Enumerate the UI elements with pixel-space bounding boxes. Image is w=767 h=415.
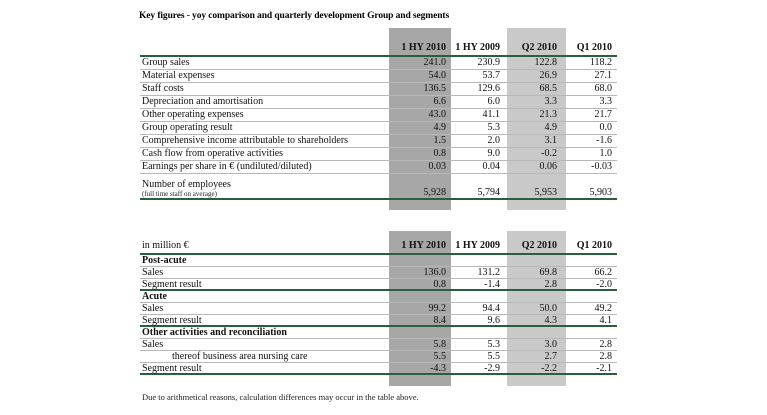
column-header: Q1 2010 — [576, 240, 612, 251]
cell-value: 68.0 — [594, 83, 612, 94]
cell-value: 3.3 — [599, 96, 612, 107]
table-row — [140, 279, 617, 291]
section-row-acute — [140, 291, 617, 303]
cell-value: 2.0 — [487, 135, 500, 146]
cell-value: 0.0 — [599, 122, 612, 133]
cell-value: 9.0 — [487, 148, 500, 159]
cell-value: 99.2 — [428, 303, 446, 314]
section-label: Other activities and reconciliation — [142, 327, 287, 338]
cell-value: 5,953 — [534, 187, 557, 198]
cell-value: 53.7 — [482, 70, 500, 81]
cell-value: 26.9 — [539, 70, 557, 81]
table-row — [140, 122, 617, 135]
cell-value: 0.8 — [433, 148, 446, 159]
row-label: Comprehensive income attributable to shareholders — [142, 135, 349, 146]
column-header: 1 HY 2010 — [401, 42, 446, 53]
cell-value — [507, 291, 566, 302]
cell-value: 49.2 — [594, 303, 612, 314]
column-header: Q2 2010 — [521, 240, 557, 251]
cell-value: -2.2 — [541, 363, 557, 374]
row-label: Depreciation and amortisation — [142, 96, 264, 107]
cell-value: 5.3 — [487, 339, 500, 350]
cell-value — [389, 291, 451, 302]
row-label: Other operating expenses — [142, 109, 244, 120]
cell-value: 94.4 — [482, 303, 500, 314]
table-row — [140, 161, 617, 174]
cell-value: 5,794 — [477, 187, 500, 198]
cell-value: 5,903 — [589, 187, 612, 198]
cell-value: 0.03 — [428, 161, 446, 172]
cell-value — [451, 255, 507, 266]
cell-value: -2.1 — [596, 363, 612, 374]
cell-value: 21.3 — [539, 109, 557, 120]
section-label: Acute — [142, 291, 167, 302]
row-label: Material expenses — [142, 70, 215, 81]
cell-value: -2.9 — [484, 363, 500, 374]
cell-value: 4.9 — [433, 122, 446, 133]
cell-value — [566, 291, 617, 302]
table-row — [140, 363, 617, 375]
section-row-other-activities — [140, 327, 617, 339]
column-header: 1 HY 2009 — [455, 240, 500, 251]
table-row — [140, 148, 617, 161]
column-header: 1 HY 2009 — [455, 42, 500, 53]
table-row-employees — [140, 174, 617, 200]
footnote: Due to arithmetical reasons, calculation differences may occur in the table above. — [142, 392, 419, 402]
cell-value: -0.03 — [591, 161, 612, 172]
table-row — [140, 267, 617, 279]
cell-value: 50.0 — [539, 303, 557, 314]
cell-value: 118.2 — [589, 57, 612, 68]
cell-value: 129.6 — [477, 83, 500, 94]
cell-value: 6.0 — [487, 96, 500, 107]
table-header-row — [140, 231, 617, 255]
cell-value: 27.1 — [594, 70, 612, 81]
cell-value: -2.0 — [596, 279, 612, 290]
cell-value — [451, 291, 507, 302]
cell-value: 5.8 — [433, 339, 446, 350]
section-label: Post-acute — [142, 255, 187, 266]
table-row — [140, 315, 617, 327]
cell-value: 68.5 — [539, 83, 557, 94]
row-label: Cash flow from operative activities — [142, 148, 284, 159]
column-header: Q2 2010 — [521, 42, 557, 53]
cell-value: 1.0 — [599, 148, 612, 159]
cell-value: 5.5 — [487, 351, 500, 362]
cell-value: 4.1 — [599, 315, 612, 326]
cell-value: -1.6 — [596, 135, 612, 146]
cell-value: 3.0 — [544, 339, 557, 350]
table-row — [140, 83, 617, 96]
cell-value — [566, 255, 617, 266]
cell-value: 9.6 — [487, 315, 500, 326]
cell-value — [566, 327, 617, 338]
cell-value: 136.0 — [423, 267, 446, 278]
cell-value: 69.8 — [539, 267, 557, 278]
cell-value: 5.5 — [433, 351, 446, 362]
row-label — [140, 179, 389, 198]
cell-value — [507, 327, 566, 338]
cell-value: 1.5 — [433, 135, 446, 146]
cell-value: 41.1 — [482, 109, 500, 120]
table-row — [140, 109, 617, 122]
cell-value: -0.2 — [541, 148, 557, 159]
column-header: Q1 2010 — [576, 42, 612, 53]
cell-value: 122.8 — [534, 57, 557, 68]
cell-value: 0.04 — [482, 161, 500, 172]
table-row — [140, 135, 617, 148]
header-label: in million € — [142, 240, 189, 251]
cell-value: 230.9 — [477, 57, 500, 68]
row-label: Staff costs — [142, 83, 184, 94]
cell-value: 136.5 — [423, 83, 446, 94]
row-label: Sales — [142, 303, 164, 314]
key-figures-table — [140, 28, 617, 210]
cell-value: 54.0 — [428, 70, 446, 81]
table-row — [140, 303, 617, 315]
cell-value: 2.8 — [544, 279, 557, 290]
row-label: Group operating result — [142, 122, 233, 133]
cell-value: 0.06 — [539, 161, 557, 172]
header-label — [140, 53, 389, 55]
cell-value — [507, 255, 566, 266]
cell-value: -1.4 — [484, 279, 500, 290]
row-label: Segment result — [142, 279, 202, 290]
table-row — [140, 70, 617, 83]
cell-value: 8.4 — [433, 315, 446, 326]
cell-value: 5,928 — [423, 187, 446, 198]
cell-value: 6.6 — [433, 96, 446, 107]
cell-value: 4.3 — [544, 315, 557, 326]
table-row — [140, 351, 617, 363]
cell-value: 3.3 — [544, 96, 557, 107]
cell-value: 43.0 — [428, 109, 446, 120]
row-label: Sales — [142, 267, 164, 278]
row-label: Earnings per share in € (undiluted/diluted) — [142, 161, 312, 172]
cell-value: 3.1 — [544, 135, 557, 146]
table-row — [140, 339, 617, 351]
table-row — [140, 96, 617, 109]
table-header-row — [140, 28, 617, 57]
row-label: thereof business area nursing care — [172, 351, 308, 362]
row-label: Sales — [142, 339, 164, 350]
cell-value: 2.8 — [599, 339, 612, 350]
page-title: Key figures - yoy comparison and quarterly development Group and segments — [139, 11, 450, 21]
cell-value — [451, 327, 507, 338]
column-header: 1 HY 2010 — [401, 240, 446, 251]
cell-value: 4.9 — [544, 122, 557, 133]
cell-value — [389, 327, 451, 338]
cell-value: 21.7 — [594, 109, 612, 120]
row-label-sub: (full time staff on average) — [142, 190, 217, 198]
row-label: Group sales — [142, 57, 190, 68]
cell-value: 66.2 — [594, 267, 612, 278]
row-label: Segment result — [142, 363, 202, 374]
table-row — [140, 57, 617, 70]
cell-value: 131.2 — [477, 267, 500, 278]
row-label-main: Number of employees — [142, 179, 231, 190]
cell-value: 5.3 — [487, 122, 500, 133]
cell-value — [389, 255, 451, 266]
cell-value: 0.8 — [433, 279, 446, 290]
section-row-post-acute — [140, 255, 617, 267]
cell-value: 2.8 — [599, 351, 612, 362]
cell-value: -4.3 — [430, 363, 446, 374]
cell-value: 241.0 — [423, 57, 446, 68]
row-label: Segment result — [142, 315, 202, 326]
cell-value: 2.7 — [544, 351, 557, 362]
segments-table — [140, 231, 617, 386]
